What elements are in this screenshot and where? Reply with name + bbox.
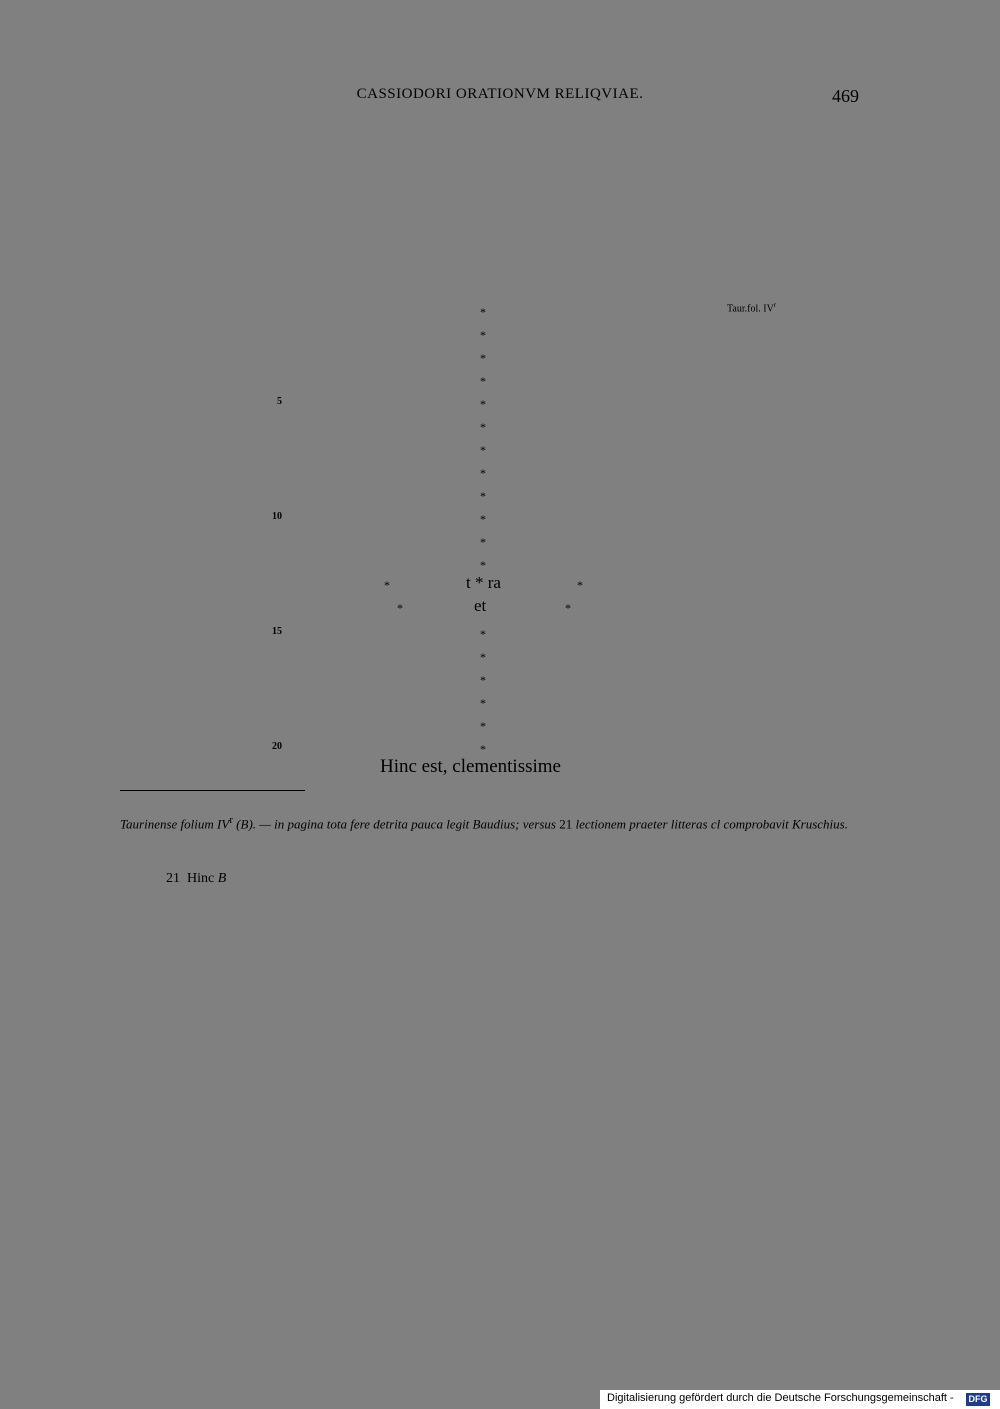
dfg-logo-icon: DFG	[966, 1393, 990, 1406]
footnote-part3: lectionem praeter litteras cl comprobavit Kruschius.	[572, 816, 848, 832]
footnote-rule	[120, 790, 305, 791]
lacuna-star-right-13: *	[577, 578, 583, 592]
margin-folio-text: Taur.fol. IV	[727, 303, 774, 315]
lacuna-star-line-1: *	[480, 305, 486, 319]
footnote-part2: (B). — in pagina tota fere detrita pauca legit Baudius; versus	[232, 816, 560, 832]
lacuna-star-line-6: *	[480, 420, 486, 434]
margin-folio-sup: r	[773, 301, 777, 309]
lacuna-star-line-16: *	[480, 650, 486, 664]
lacuna-star-line-8: *	[480, 466, 486, 480]
fragment-line-14: et	[474, 596, 487, 615]
apparatus-line-number: 21	[166, 871, 180, 886]
lacuna-star-line-20: *	[480, 742, 486, 756]
lacuna-star-right-14: *	[565, 601, 571, 615]
lacuna-star-line-5: *	[480, 397, 486, 411]
fragment-line-13: t * ra	[466, 573, 501, 592]
apparatus-criticus	[166, 871, 226, 887]
lacuna-star-line-12: *	[480, 558, 486, 572]
line-number-15: 15	[272, 626, 282, 637]
lacuna-star-line-2: *	[480, 328, 486, 342]
running-head-title: CASSIODORI ORATIONVM RELIQVIAE.	[356, 86, 644, 102]
footnote-part1: Taurinense folium IV	[120, 816, 230, 832]
lacuna-star-line-17: *	[480, 673, 486, 687]
apparatus-word: Hinc	[187, 871, 215, 886]
lacuna-star-line-11: *	[480, 535, 486, 549]
lacuna-star-left-14: *	[397, 601, 403, 615]
lacuna-star-line-9: *	[480, 489, 486, 503]
footnote-number: 21	[559, 816, 573, 832]
page-number: 469	[832, 86, 859, 106]
lacuna-star-line-10: *	[480, 512, 486, 526]
line-number-5: 5	[277, 396, 282, 407]
apparatus-siglum: B	[217, 871, 227, 886]
lacuna-star-line-15: *	[480, 627, 486, 641]
lacuna-star-left-13: *	[384, 578, 390, 592]
lacuna-star-line-3: *	[480, 351, 486, 365]
digitization-credit: Digitalisierung gefördert durch die Deutsche Forschungsgemeinschaft -	[607, 1392, 954, 1404]
footnote-sup: r	[229, 814, 233, 826]
line-number-20: 20	[272, 741, 282, 752]
footnote	[120, 810, 860, 834]
lacuna-star-line-4: *	[480, 374, 486, 388]
line-number-10: 10	[272, 511, 282, 522]
lacuna-star-line-7: *	[480, 443, 486, 457]
text-line-21: Hinc est, clementissime	[380, 756, 561, 777]
margin-folio-note	[727, 301, 776, 314]
lacuna-star-line-18: *	[480, 696, 486, 710]
lacuna-star-line-19: *	[480, 719, 486, 733]
